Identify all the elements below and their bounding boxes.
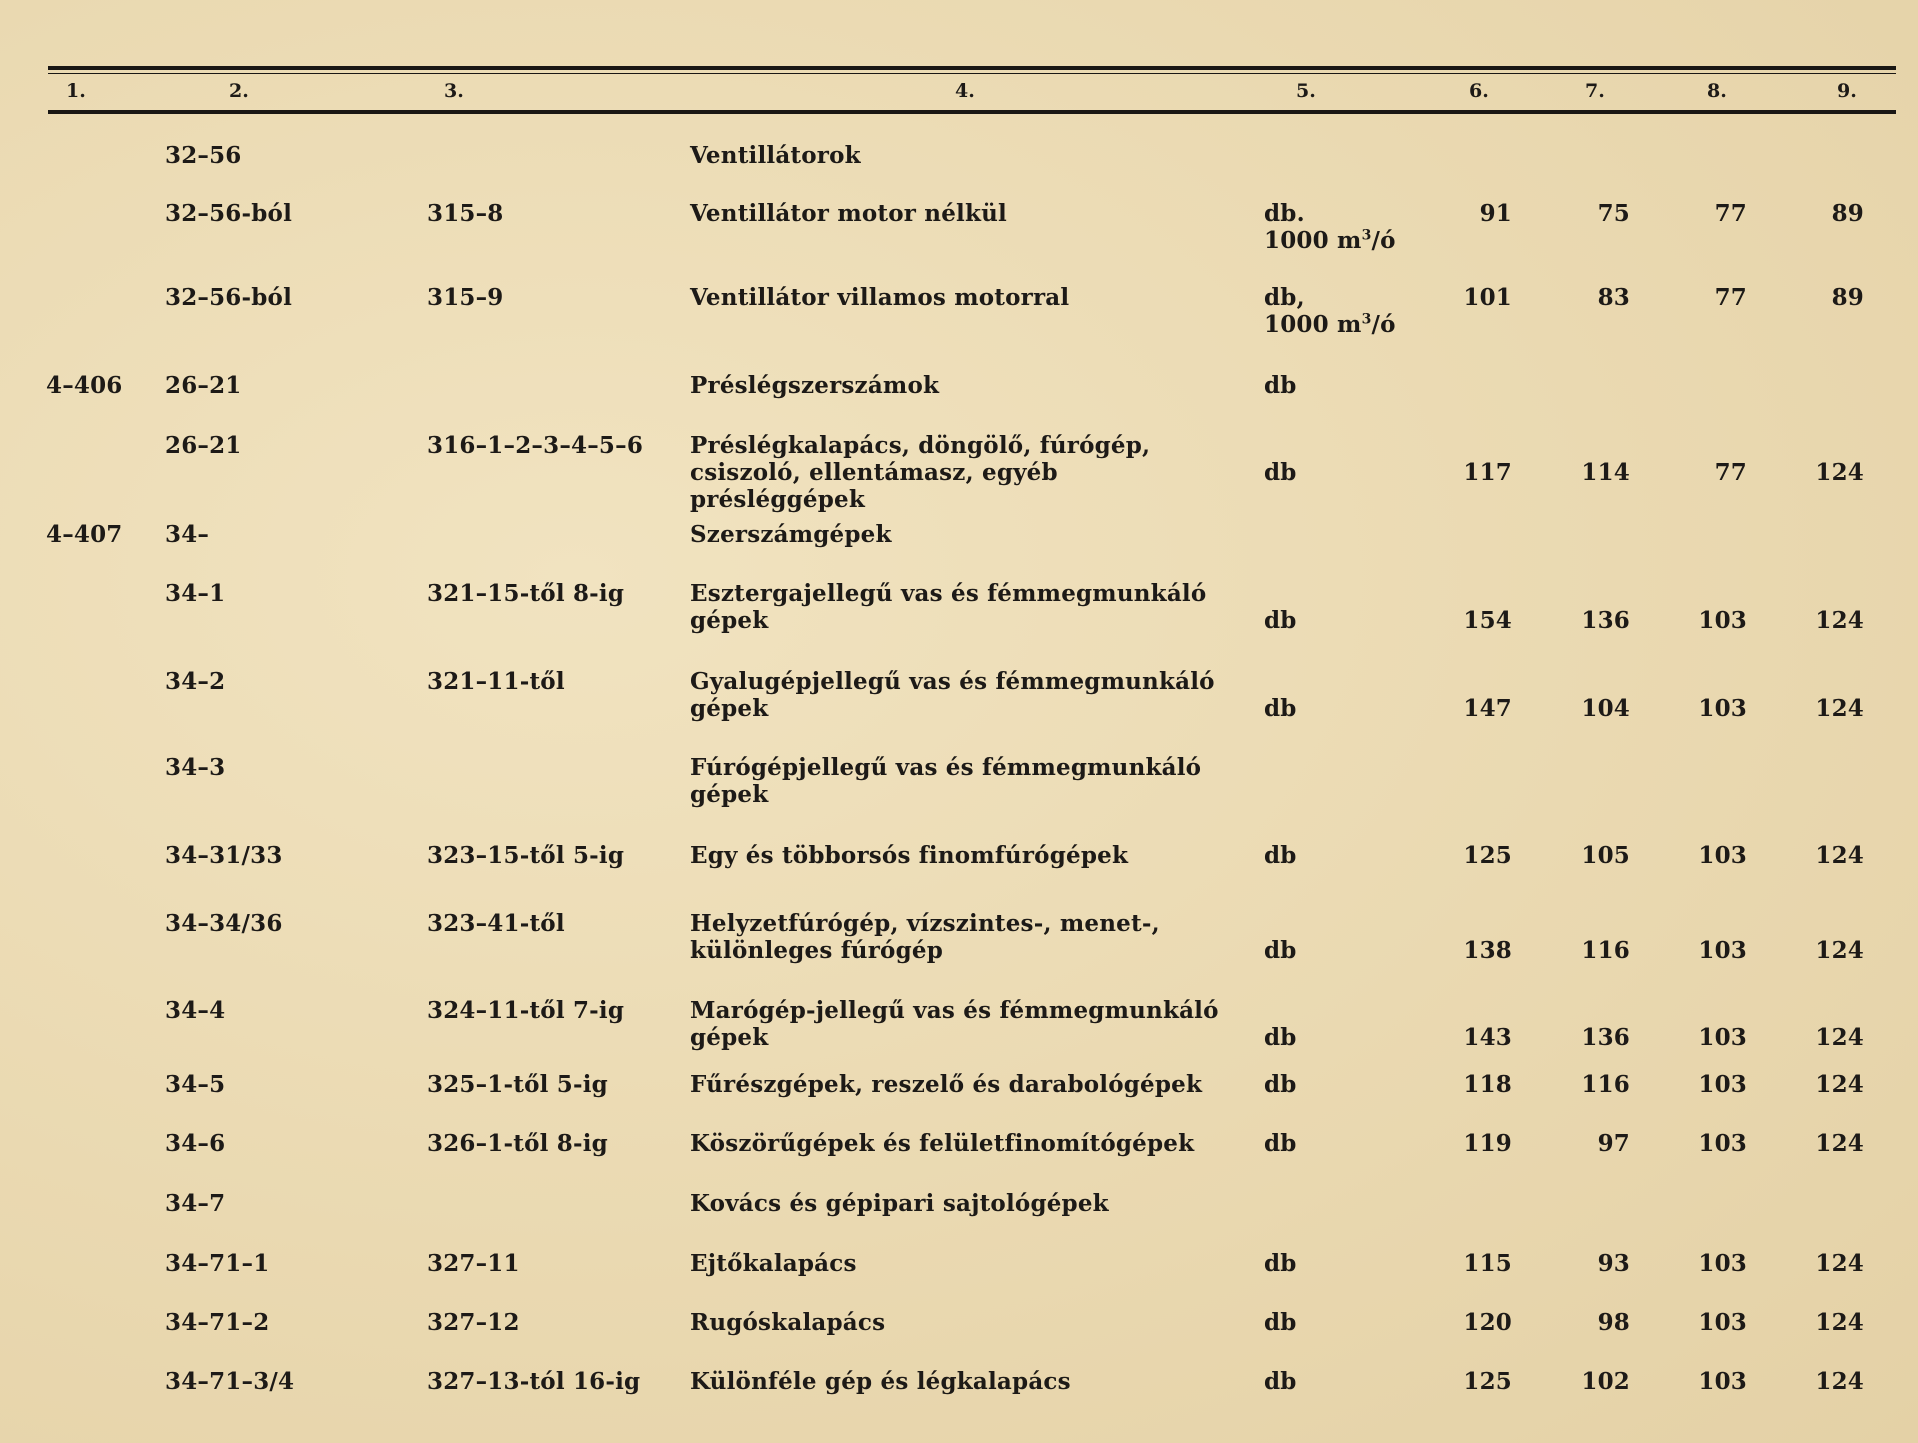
description-line: Rugóskalapács [690,1309,886,1336]
cell-description [690,754,1240,808]
cell-col-2: 34–2 [165,668,226,695]
cell-description [690,842,1240,869]
description-line: gépek [690,1024,769,1051]
column-header-4: 4. [955,80,975,102]
cell-col-2: 26–21 [165,372,242,399]
unit-line: db [1264,459,1297,486]
cell-col-8: 103 [1698,1250,1747,1277]
unit-line: db [1264,695,1297,722]
cell-col-7: 114 [1581,459,1630,486]
cell-col-6: 154 [1463,607,1512,634]
unit-line: 1000 $m^3/ó$ [1264,227,1396,254]
cell-col-9: 89 [1831,284,1864,311]
cell-col-2: 32–56 [165,142,242,169]
unit-line: db, [1264,284,1305,311]
cell-col-8: 77 [1714,284,1747,311]
cell-col-6: 101 [1463,284,1512,311]
cell-col-2: 34–71–1 [165,1250,270,1277]
cell-description [690,1190,1240,1217]
cell-col-8: 103 [1698,1071,1747,1098]
cell-col-7: 136 [1581,1024,1630,1051]
cell-description [690,997,1240,1051]
unit-line: db [1264,1309,1297,1336]
cell-col-3: 327–12 [427,1309,520,1336]
description-line: gépek [690,607,769,634]
cell-col-8: 103 [1698,695,1747,722]
cell-col-2: 34–7 [165,1190,226,1217]
cell-col-9: 124 [1815,459,1864,486]
description-line: Esztergajellegű vas és fémmegmunkáló [690,580,1207,607]
cell-col-7: 116 [1581,1071,1630,1098]
cell-col-2: 34–4 [165,997,226,1024]
cell-col-8: 103 [1698,842,1747,869]
description-line: Marógép-jellegű vas és fémmegmunkáló [690,997,1219,1024]
cell-description [690,432,1240,513]
description-line: Különféle gép és légkalapács [690,1368,1071,1395]
cell-col-3: 315–8 [427,200,504,227]
cell-col-6: 117 [1463,459,1512,486]
cell-col-6: 120 [1463,1309,1512,1336]
cell-col-9: 124 [1815,607,1864,634]
unit-line: db [1264,372,1297,399]
cell-col-9: 124 [1815,1130,1864,1157]
cell-col-7: 136 [1581,607,1630,634]
cell-col-9: 124 [1815,1309,1864,1336]
column-header-9: 9. [1837,80,1857,102]
cell-col-8: 103 [1698,1024,1747,1051]
cell-col-2: 26–21 [165,432,242,459]
cell-col-8: 103 [1698,1309,1747,1336]
cell-col-1: 4–406 [46,372,123,399]
unit-line: db [1264,1130,1297,1157]
cell-col-2: 34–1 [165,580,226,607]
cell-col-8: 103 [1698,1130,1747,1157]
cell-col-3: 323–41-től [427,910,565,937]
cell-description [690,1309,1240,1336]
unit-line: db [1264,1024,1297,1051]
description-line: Fűrészgépek, reszelő és darabológépek [690,1071,1203,1098]
cell-col-7: 102 [1581,1368,1630,1395]
cell-col-6: 138 [1463,937,1512,964]
cell-col-9: 124 [1815,1024,1864,1051]
cell-col-3: 327–11 [427,1250,520,1277]
cell-col-7: 98 [1597,1309,1630,1336]
cell-col-7: 97 [1597,1130,1630,1157]
cell-col-2: 34–71–2 [165,1309,270,1336]
unit-line: db [1264,1250,1297,1277]
cell-col-2: 34–5 [165,1071,226,1098]
cell-col-6: 119 [1463,1130,1512,1157]
cell-col-3: 324–11-től 7-ig [427,997,625,1024]
cell-col-6: 125 [1463,842,1512,869]
cell-description [690,1071,1240,1098]
cell-col-7: 83 [1597,284,1630,311]
cell-col-8: 103 [1698,937,1747,964]
column-header-7: 7. [1585,80,1605,102]
cell-col-7: 104 [1581,695,1630,722]
cell-col-1: 4–407 [46,521,123,548]
cell-col-9: 124 [1815,1250,1864,1277]
description-line: Ventillátor motor nélkül [690,200,1007,227]
cell-col-7: 75 [1597,200,1630,227]
column-header-1: 1. [66,80,86,102]
table-top-rule [48,66,1896,70]
cell-col-3: 316–1–2–3–4–5–6 [427,432,644,459]
unit-line: db. [1264,200,1305,227]
cell-col-8: 103 [1698,1368,1747,1395]
cell-col-9: 124 [1815,842,1864,869]
cell-description [690,372,1240,399]
cell-col-8: 103 [1698,607,1747,634]
column-header-6: 6. [1469,80,1489,102]
cell-description [690,142,1240,169]
description-line: Kovács és gépipari sajtológépek [690,1190,1109,1217]
description-line: Gyalugépjellegű vas és fémmegmunkáló [690,668,1215,695]
cell-col-7: 116 [1581,937,1630,964]
description-line: Egy és többorsós finomfúrógépek [690,842,1129,869]
cell-col-6: 91 [1479,200,1512,227]
unit-line: db [1264,937,1297,964]
description-line: különleges fúrógép [690,937,943,964]
cell-description [690,200,1240,227]
cell-description [690,910,1240,964]
column-header-8: 8. [1707,80,1727,102]
description-line: gépek [690,781,769,808]
cell-col-3: 323–15-től 5-ig [427,842,625,869]
unit-line: db [1264,1368,1297,1395]
table-header-rule [48,110,1896,114]
cell-col-2: 34–34/36 [165,910,283,937]
cell-col-8: 77 [1714,459,1747,486]
description-line: Ventillátor villamos motorral [690,284,1070,311]
cell-unit [1264,372,1454,399]
cell-col-2: 34–3 [165,754,226,781]
description-line: Köszörűgépek és felületfinomítógépek [690,1130,1195,1157]
cell-description [690,1130,1240,1157]
cell-col-3: 321–11-től [427,668,565,695]
cell-col-2: 34–71–3/4 [165,1368,295,1395]
cell-description [690,521,1240,548]
description-line: Helyzetfúrógép, vízszintes-, menet-, [690,910,1160,937]
cell-description [690,1250,1240,1277]
cell-col-3: 327–13-tól 16-ig [427,1368,641,1395]
cell-col-9: 124 [1815,937,1864,964]
cell-col-6: 115 [1463,1250,1512,1277]
cell-col-6: 118 [1463,1071,1512,1098]
unit-line: db [1264,842,1297,869]
cell-col-9: 124 [1815,1368,1864,1395]
description-line: Fúrógépjellegű vas és fémmegmunkáló [690,754,1202,781]
column-header-2: 2. [229,80,249,102]
cell-description [690,668,1240,722]
description-line: csiszoló, ellentámasz, egyéb présléggépek [690,459,1058,513]
cell-col-6: 143 [1463,1024,1512,1051]
column-header-5: 5. [1296,80,1316,102]
description-line: Préslégkalapács, döngölő, fúrógép, [690,432,1151,459]
description-line: Ejtőkalapács [690,1250,857,1277]
cell-col-3: 321–15-től 8-ig [427,580,625,607]
cell-col-9: 124 [1815,1071,1864,1098]
cell-col-3: 315–9 [427,284,504,311]
cell-col-3: 325–1-től 5-ig [427,1071,608,1098]
unit-line: db [1264,1071,1297,1098]
cell-col-8: 77 [1714,200,1747,227]
cell-col-2: 32–56-ból [165,284,293,311]
cell-col-3: 326–1-től 8-ig [427,1130,608,1157]
column-header-3: 3. [444,80,464,102]
cell-col-6: 147 [1463,695,1512,722]
cell-col-9: 89 [1831,200,1864,227]
unit-line: db [1264,607,1297,634]
cell-col-7: 93 [1597,1250,1630,1277]
unit-line: 1000 $m^3/ó$ [1264,311,1396,338]
cell-description [690,580,1240,634]
cell-col-2: 32–56-ból [165,200,293,227]
cell-col-9: 124 [1815,695,1864,722]
cell-col-2: 34– [165,521,210,548]
cell-description [690,284,1240,311]
description-line: Ventillátorok [690,142,861,169]
description-line: Préslégszerszámok [690,372,940,399]
cell-col-7: 105 [1581,842,1630,869]
description-line: Szerszámgépek [690,521,892,548]
cell-col-2: 34–31/33 [165,842,283,869]
description-line: gépek [690,695,769,722]
cell-col-6: 125 [1463,1368,1512,1395]
cell-col-2: 34–6 [165,1130,226,1157]
table-top-thin-rule [48,73,1896,74]
cell-description [690,1368,1240,1395]
